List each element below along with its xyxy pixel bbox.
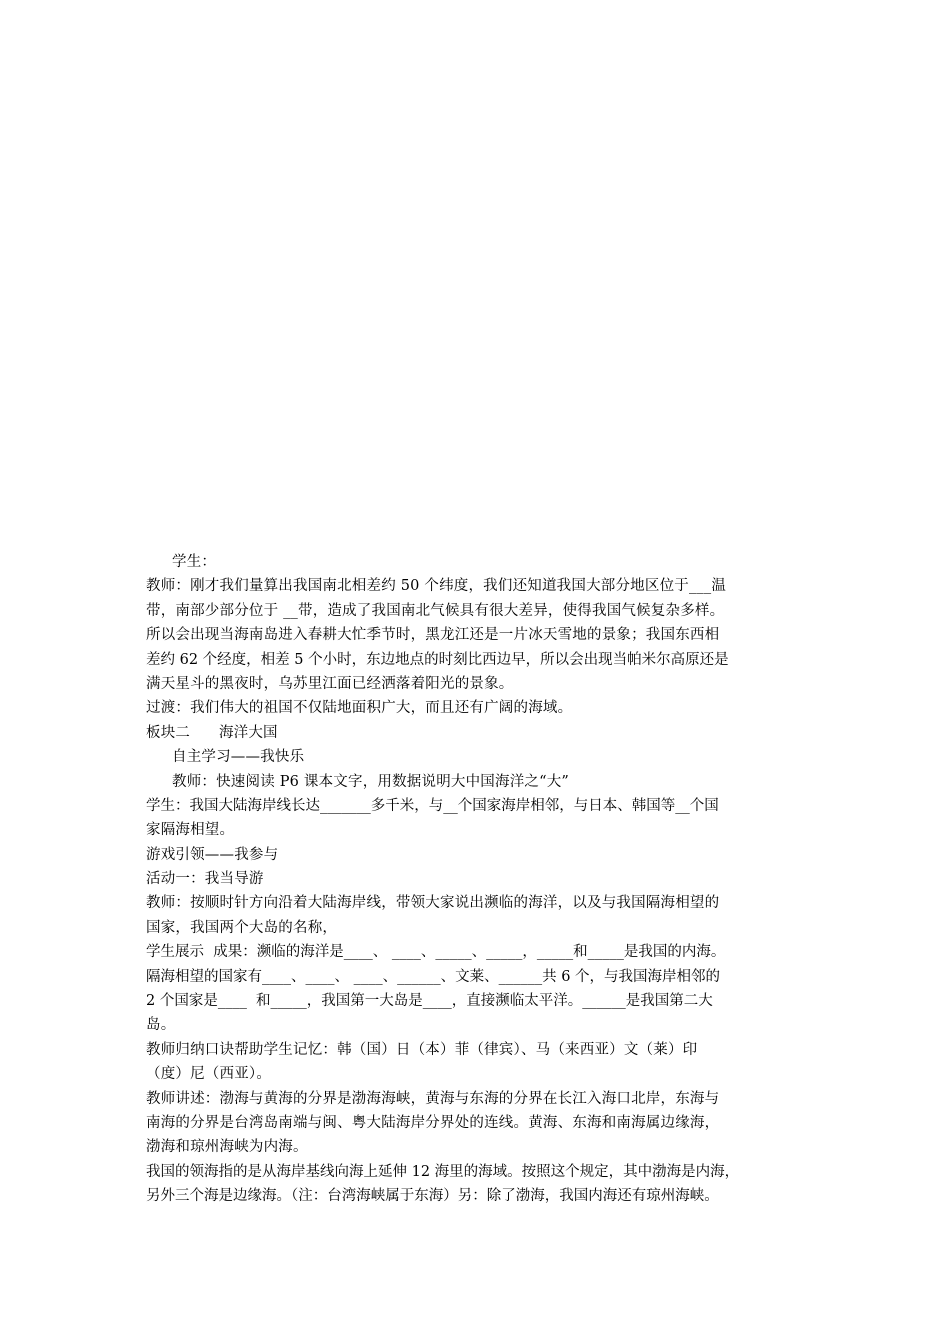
paragraph-line: 满天星斗的黑夜时，乌苏里江面已经洒落着阳光的景象。 [146,675,514,692]
paragraph-line: 学生：我国大陆海岸线长达_______多千米，与__个国家海岸相邻，与日本、韩国等__个国 [146,797,719,814]
paragraph-line: 差约 62 个经度，相差 5 个小时，东边地点的时刻比西边早，所以会出现当帕米尔高原还是 [146,651,729,668]
paragraph-line: 过渡：我们伟大的祖国不仅陆地面积广大，而且还有广阔的海域。 [146,700,573,717]
paragraph-line: 学生展示 成果：濒临的海洋是____、 ____、_____、_____，_____和_____是我国的内海。 [146,944,726,961]
document-body [146,550,826,1209]
paragraph-line: 教师讲述：渤海与黄海的分界是渤海海峡，黄海与东海的分界在长江入海口北岸，东海与 [146,1090,720,1107]
paragraph-line: 学生： [172,554,217,570]
paragraph-line: （度）尼（西亚）。 [146,1066,272,1083]
paragraph-line: 教师归纳口诀帮助学生记忆：韩（国）日（本）菲（律宾）、马（来西亚）文（莱）印 [146,1041,698,1058]
paragraph-line: 所以会出现当海南岛进入春耕大忙季节时，黑龙江还是一片冰天雪地的景象；我国东西相 [146,627,720,644]
paragraph-line: 2 个国家是____ 和_____，我国第一大岛是____，直接濒临太平洋。______是我国第二大 [146,993,713,1010]
paragraph-line: 教师：快速阅读 P6 课本文字，用数据说明大中国海洋之“大” [172,773,570,790]
subsection-heading: 自主学习——我快乐 [172,749,305,766]
paragraph-line: 另外三个海是边缘海。（注：台湾海峡属于东海）另：除了渤海，我国内海还有琼州海峡。 [146,1188,719,1205]
paragraph-line: 我国的领海指的是从海岸基线向海上延伸 12 海里的海域。按照这个规定，其中渤海是内海， [146,1163,740,1180]
paragraph-line: 隔海相望的国家有____、____、 ____、______、文莱、______共 6 个，与我国海岸相邻的 [146,968,721,985]
activity-heading: 活动一：我当导游 [146,871,264,888]
paragraph-line: 国家，我国两个大岛的名称， [146,919,338,936]
subsection-heading: 游戏引领——我参与 [146,846,279,863]
paragraph-line: 教师：刚才我们量算出我国南北相差约 50 个纬度，我们还知道我国大部分地区位于___温 [146,578,727,595]
paragraph-line: 教师：按顺时针方向沿着大陆海岸线，带领大家说出濒临的海洋，以及与我国隔海相望的 [146,895,720,912]
paragraph-line: 岛。 [146,1017,176,1034]
paragraph-line: 带，南部少部分位于 __带，造成了我国南北气候具有很大差异，使得我国气候复杂多样。 [146,602,725,619]
paragraph-line: 南海的分界是台湾岛南端与闽、粤大陆海岸分界处的连线。黄海、东海和南海属边缘海， [146,1114,720,1131]
paragraph-line: 家隔海相望。 [146,822,235,839]
paragraph-line: 渤海和琼州海峡为内海。 [146,1139,308,1156]
section-heading: 板块二 海洋大国 [146,724,278,741]
